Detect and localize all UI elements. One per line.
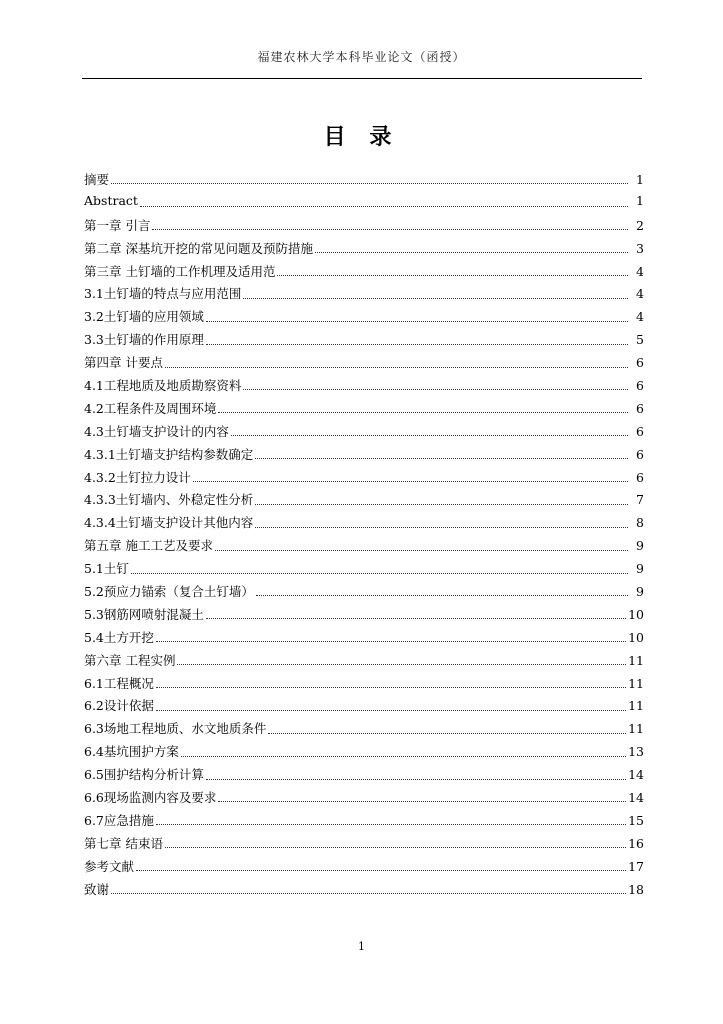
toc-entry-title: 6.6现场监测内容及要求 [84,790,217,806]
toc-entry-title: 5.1土钉 [84,561,129,577]
toc-entry[interactable] [84,605,644,628]
toc-entry[interactable] [84,559,644,582]
toc-entry[interactable] [84,536,644,559]
toc-entry-page: 7 [636,492,644,508]
toc-entry-page: 6 [636,423,644,439]
toc-entry[interactable] [84,239,644,262]
toc-entry-page: 11 [628,698,644,714]
toc-entry[interactable] [84,330,644,353]
toc-leader-dots [243,388,628,390]
toc-entry-page: 6 [636,400,644,416]
toc-entry[interactable] [84,765,644,788]
toc-entry-title: 摘要 [84,172,110,187]
toc-leader-dots [156,823,626,825]
toc-leader-dots [215,549,628,551]
toc-entry[interactable] [84,399,644,422]
toc-entry-title: 第三章 土钉墙的工作机理及适用范 [84,263,276,279]
toc-entry-title: 3.2土钉墙的应用领域 [84,309,204,325]
toc-entry-title: 6.1工程概况 [84,675,154,691]
toc-entry-page: 3 [636,240,644,256]
toc-entry[interactable] [84,307,644,330]
toc-leader-dots [111,892,626,894]
toc-entry-page: 1 [636,172,644,187]
toc-entry-page: 4 [636,263,644,279]
toc-entry-page: 14 [628,790,644,806]
toc-entry-title: 6.4基坑围护方案 [84,744,179,760]
toc-leader-dots [268,732,626,734]
toc-entry-title: 4.3.3土钉墙内、外稳定性分析 [84,492,254,508]
toc-leader-dots [315,251,628,253]
toc-leader-dots [277,274,628,276]
toc-entry-page: 1 [636,192,644,208]
toc-entry-title: Abstract [84,192,138,208]
toc-leader-dots [152,228,628,230]
toc-entry-page: 4 [636,309,644,325]
toc-leader-dots [255,457,628,459]
toc-entry[interactable] [84,490,644,513]
toc-leader-dots [206,617,626,619]
toc-entry-title: 5.3钢筋网喷射混凝土 [84,606,204,622]
toc-entry[interactable] [84,857,644,880]
toc-entry[interactable] [84,674,644,697]
toc-entry-page: 15 [628,812,644,828]
toc-entry-title: 5.2预应力锚索（复合土钉墙） [84,584,254,600]
toc-entry-page: 5 [636,332,644,348]
toc-entry[interactable] [84,651,644,674]
toc-leader-dots [255,503,628,505]
toc-entry[interactable] [84,353,644,376]
toc-entry[interactable] [84,262,644,285]
toc-entry[interactable] [84,376,644,399]
toc-entry[interactable] [84,788,644,811]
toc-leader-dots [131,572,628,574]
toc-entry-page: 9 [636,561,644,577]
toc-entry-title: 3.1土钉墙的特点与应用范围 [84,286,242,302]
running-header: 福建农林大学本科毕业论文（函授） [257,50,466,64]
toc-entry[interactable] [84,696,644,719]
toc-entry[interactable] [84,880,644,903]
toc-entry-title: 6.2设计依据 [84,698,154,714]
toc-entry-page: 17 [628,858,644,874]
toc-entry[interactable] [84,513,644,536]
toc-entry-page: 11 [628,675,644,691]
toc-entry-page: 13 [628,744,644,760]
toc-entry-page: 4 [636,286,644,302]
toc-leader-dots [243,297,628,299]
toc-entry-title: 第四章 计要点 [84,355,163,371]
toc-leader-dots [177,663,626,665]
toc-entry[interactable] [84,284,644,307]
toc-entry-page: 6 [636,469,644,485]
toc-entry-page: 10 [628,606,644,622]
toc-entry[interactable] [84,468,644,491]
toc-entry-title: 4.3土钉墙支护设计的内容 [84,423,229,439]
toc-entry-page: 14 [628,767,644,783]
toc-entry-title: 第六章 工程实例 [84,652,176,668]
toc-leader-dots [165,366,628,368]
toc-leader-dots [231,434,628,436]
toc-entry-title: 4.2工程条件及周围环境 [84,400,217,416]
toc-leader-dots [206,343,628,345]
toc-leader-dots [111,182,628,184]
toc-entry[interactable] [84,628,644,651]
toc-entry-page: 18 [628,881,644,897]
toc-leader-dots [165,846,626,848]
toc-entry-title: 第五章 施工工艺及要求 [84,538,213,554]
toc-entry-title: 第七章 结束语 [84,835,163,851]
toc-leader-dots [193,480,628,482]
toc-leader-dots [156,709,626,711]
toc-entry[interactable] [84,811,644,834]
toc-entry-page: 6 [636,378,644,394]
toc-entry-page: 8 [636,515,644,531]
toc-entry-page: 10 [628,629,644,645]
toc-entry-title: 3.3土钉墙的作用原理 [84,332,204,348]
toc-entry-page: 6 [636,446,644,462]
toc-entry-page: 2 [636,217,644,233]
toc-entry[interactable] [84,834,644,857]
toc-entry-title: 4.3.1土钉墙支护结构参数确定 [84,446,254,462]
header-rule [82,78,642,79]
toc-entry[interactable] [84,216,644,239]
toc-leader-dots [218,800,626,802]
toc-entry-title: 4.1工程地质及地质勘察资料 [84,378,242,394]
toc-leader-dots [181,755,626,757]
toc-entry-title: 4.3.4土钉墙支护设计其他内容 [84,515,254,531]
toc-leader-dots [136,869,626,871]
toc-entry-title: 致谢 [84,881,110,897]
toc-entry-title: 5.4土方开挖 [84,629,154,645]
toc-entry-page: 11 [628,652,644,668]
toc-entry-page: 16 [628,835,644,851]
toc-leader-dots [256,594,628,596]
toc-entry-title: 第一章 引言 [84,217,151,233]
toc-entry-page: 9 [636,538,644,554]
toc-entry-page: 9 [636,584,644,600]
toc-leader-dots [206,320,628,322]
toc-entry-title: 4.3.2土钉拉力设计 [84,469,191,485]
page-number: 1 [358,940,365,953]
toc-entry[interactable] [84,170,644,193]
table-of-contents [84,170,644,903]
toc-entry[interactable] [84,582,644,605]
toc-entry-title: 6.3场地工程地质、水文地质条件 [84,721,267,737]
toc-entry-title: 6.7应急措施 [84,812,154,828]
toc-leader-dots [206,778,626,780]
toc-entry[interactable] [84,742,644,765]
toc-entry[interactable] [84,193,644,216]
toc-leader-dots [156,686,626,688]
toc-leader-dots [140,205,628,207]
toc-entry-title: 第二章 深基坑开挖的常见问题及预防措施 [84,240,313,256]
toc-entry-title: 6.5围护结构分析计算 [84,767,204,783]
toc-title: 目 录 [323,124,400,150]
toc-entry-title: 参考文献 [84,858,135,874]
toc-leader-dots [218,411,628,413]
toc-leader-dots [255,526,628,528]
toc-entry-page: 6 [636,355,644,371]
toc-entry[interactable] [84,445,644,468]
toc-entry[interactable] [84,422,644,445]
toc-entry-page: 11 [628,721,644,737]
toc-leader-dots [156,640,626,642]
toc-entry[interactable] [84,719,644,742]
